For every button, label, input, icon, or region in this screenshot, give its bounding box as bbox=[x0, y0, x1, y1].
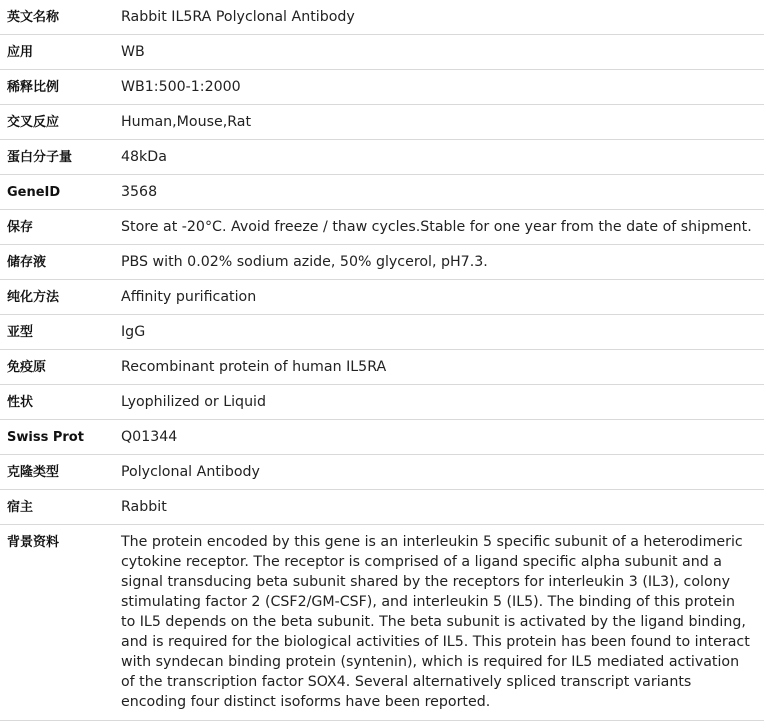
value-host: Rabbit bbox=[121, 499, 167, 515]
value-clonality: Polyclonal Antibody bbox=[121, 464, 260, 480]
label-dilution: 稀释比例 bbox=[7, 80, 60, 95]
row-purification bbox=[0, 280, 764, 315]
value-background: The protein encoded by this gene is an interleukin 5 specific subunit of a heterodimeric cytokine receptor. The receptor is comprised of a ligand specific alpha subunit and a signal transducing beta subunit shared by the receptors for interleukin 3 (IL3), colony stimulating factor 2 (CSF2/GM-CSF), and interleukin 5 (IL5). The binding of this protein to IL5 depends on the beta subunit. The beta subunit is activated by the ligand binding, and is required for the biological activities of IL5. This protein has been found to interact with syndecan binding protein (syntenin), which is required for IL5 mediated activation of the transcription factor SOX4. Several alternatively spliced transcript variants encoding four distinct isoforms have been reported. bbox=[121, 534, 750, 710]
value-dilution: WB1:500-1:2000 bbox=[121, 79, 241, 95]
value-immunogen: Recombinant protein of human IL5RA bbox=[121, 359, 387, 375]
value-molecular-weight: 48kDa bbox=[121, 149, 167, 165]
label-storage: 保存 bbox=[7, 220, 34, 235]
row-swiss-prot bbox=[0, 420, 764, 455]
value-gene-id: 3568 bbox=[121, 184, 158, 200]
label-molecular-weight: 蛋白分子量 bbox=[7, 150, 73, 165]
row-form bbox=[0, 385, 764, 420]
row-background bbox=[0, 525, 764, 721]
label-cross-reactivity: 交叉反应 bbox=[7, 115, 60, 130]
label-english-name: 英文名称 bbox=[7, 10, 60, 25]
label-clonality: 克隆类型 bbox=[7, 465, 60, 480]
label-host: 宿主 bbox=[7, 500, 34, 515]
label-isotype: 亚型 bbox=[7, 325, 34, 340]
row-clonality bbox=[0, 455, 764, 490]
label-storage-buffer: 储存液 bbox=[7, 255, 47, 270]
row-dilution bbox=[0, 70, 764, 105]
label-gene-id: GeneID bbox=[7, 185, 61, 200]
value-cross-reactivity: Human,Mouse,Rat bbox=[121, 114, 252, 130]
value-form: Lyophilized or Liquid bbox=[121, 394, 267, 410]
label-immunogen: 免疫原 bbox=[7, 360, 47, 375]
row-storage-buffer bbox=[0, 245, 764, 280]
value-application: WB bbox=[121, 44, 145, 60]
value-english-name: Rabbit IL5RA Polyclonal Antibody bbox=[121, 9, 355, 25]
row-application bbox=[0, 35, 764, 70]
value-purification: Affinity purification bbox=[121, 289, 257, 305]
value-storage-buffer: PBS with 0.02% sodium azide, 50% glycerol, pH7.3. bbox=[121, 254, 488, 270]
label-form: 性状 bbox=[7, 395, 34, 410]
row-storage bbox=[0, 210, 764, 245]
row-molecular-weight bbox=[0, 140, 764, 175]
label-swiss-prot: Swiss Prot bbox=[7, 430, 84, 445]
row-host bbox=[0, 490, 764, 525]
label-purification: 纯化方法 bbox=[7, 290, 60, 305]
value-storage: Store at -20°C. Avoid freeze / thaw cycles.Stable for one year from the date of shipment. bbox=[121, 219, 752, 235]
label-background: 背景资料 bbox=[7, 535, 60, 550]
label-application: 应用 bbox=[7, 45, 34, 60]
value-isotype: IgG bbox=[121, 324, 146, 340]
row-gene-id bbox=[0, 175, 764, 210]
row-isotype bbox=[0, 315, 764, 350]
row-english-name bbox=[0, 0, 764, 35]
value-swiss-prot: Q01344 bbox=[121, 429, 178, 445]
row-cross-reactivity bbox=[0, 105, 764, 140]
row-immunogen bbox=[0, 350, 764, 385]
